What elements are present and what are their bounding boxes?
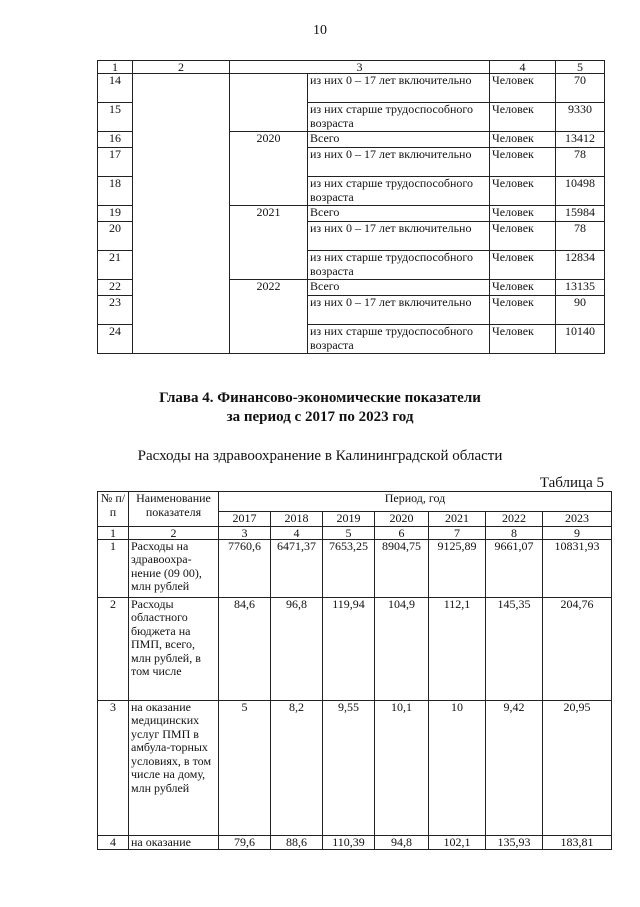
chapter-heading-line1: Глава 4. Финансово-экономические показатели [159,390,481,406]
header-period-cell: Период, год [219,492,612,512]
unit-cell: Человек [490,132,556,148]
row-number: 17 [98,148,133,177]
year-header-cell: 2022 [486,512,543,527]
row-number: 18 [98,177,133,206]
table-caption: Расходы на здравоохранение в Калининградской области [137,448,503,464]
indicator-cell: Всего [308,206,490,222]
row-number: 22 [98,280,133,296]
value-cell: 78 [556,222,605,251]
year-header-cell: 2017 [219,512,271,527]
unit-cell: Человек [490,296,556,325]
row-number: 15 [98,103,133,132]
indicator-cell: из них 0 – 17 лет включительно [308,74,490,103]
value-cell: 90 [556,296,605,325]
year-header-cell: 2019 [323,512,375,527]
year-header-cell: 2021 [429,512,486,527]
value-cell: 9661,07 [486,539,543,597]
value-cell: 145,35 [486,597,543,700]
value-cell: 9,42 [486,700,543,835]
year-header-cell: 2023 [543,512,612,527]
header-cell: 4 [490,61,556,74]
value-cell: 8,2 [271,700,323,835]
year-cell: 2021 [230,206,308,280]
value-cell: 13135 [556,280,605,296]
value-cell: 84,6 [219,597,271,700]
value-cell: 9,55 [323,700,375,835]
unit-cell: Человек [490,280,556,296]
indicator-cell: из них 0 – 17 лет включительно [308,296,490,325]
value-cell: 10 [429,700,486,835]
indicator-cell: из них старше трудоспособного возраста [308,177,490,206]
value-cell: 70 [556,74,605,103]
value-cell: 135,93 [486,835,543,850]
row-number: 1 [98,539,129,597]
chapter-heading [0,389,640,427]
value-cell: 7653,25 [323,539,375,597]
indicator-cell: из них старше трудоспособного возраста [308,251,490,280]
empty-cell [133,74,230,354]
indicator-name-cell: Расходы областного бюджета на ПМП, всего, млн рублей, в том числе [129,597,219,700]
value-cell: 183,81 [543,835,612,850]
indicator-cell: из них 0 – 17 лет включительно [308,148,490,177]
unit-cell: Человек [490,251,556,280]
indicator-name-cell: на оказание [129,835,219,850]
unit-cell: Человек [490,148,556,177]
column-number-cell: 8 [486,526,543,539]
value-cell: 9330 [556,103,605,132]
population-table [97,60,605,354]
indicator-cell: из них старше трудоспособного возраста [308,325,490,354]
header-number-cell: № п/п [98,492,129,527]
table-row [98,835,612,850]
row-number: 4 [98,835,129,850]
table-row [98,597,612,700]
value-cell: 102,1 [429,835,486,850]
year-cell: 2020 [230,132,308,206]
column-number-cell: 7 [429,526,486,539]
indicator-cell: Всего [308,132,490,148]
row-number: 20 [98,222,133,251]
column-number-row [98,526,612,539]
header-cell: 3 [230,61,490,74]
row-number: 19 [98,206,133,222]
value-cell: 96,8 [271,597,323,700]
unit-cell: Человек [490,103,556,132]
value-cell: 204,76 [543,597,612,700]
header-cell: 5 [556,61,605,74]
table-header-row [98,61,605,74]
indicator-name-cell: Расходы на здравоохра-нение (09 00), млн рублей [129,539,219,597]
value-cell: 20,95 [543,700,612,835]
column-number-cell: 3 [219,526,271,539]
value-cell: 15984 [556,206,605,222]
unit-cell: Человек [490,206,556,222]
table-row [98,74,605,103]
value-cell: 10498 [556,177,605,206]
column-number-cell: 2 [129,526,219,539]
value-cell: 78 [556,148,605,177]
table-row [98,539,612,597]
row-number: 14 [98,74,133,103]
year-header-cell: 2020 [375,512,429,527]
unit-cell: Человек [490,222,556,251]
year-cell: 2022 [230,280,308,354]
page-number: 10 [313,23,327,38]
value-cell: 79,6 [219,835,271,850]
value-cell: 110,39 [323,835,375,850]
header-cell: 1 [98,61,133,74]
value-cell: 13412 [556,132,605,148]
row-number: 2 [98,597,129,700]
indicator-cell: из них 0 – 17 лет включительно [308,222,490,251]
value-cell: 12834 [556,251,605,280]
value-cell: 8904,75 [375,539,429,597]
row-number: 23 [98,296,133,325]
row-number: 24 [98,325,133,354]
table-label: Таблица 5 [539,475,604,491]
row-number: 21 [98,251,133,280]
unit-cell: Человек [490,74,556,103]
header-cell: 2 [133,61,230,74]
value-cell: 10831,93 [543,539,612,597]
value-cell: 119,94 [323,597,375,700]
chapter-heading-line2: за период с 2017 по 2023 год [226,409,414,425]
column-number-cell: 1 [98,526,129,539]
year-cell [230,74,308,132]
column-number-cell: 9 [543,526,612,539]
row-number: 16 [98,132,133,148]
indicator-cell: Всего [308,280,490,296]
column-number-cell: 4 [271,526,323,539]
value-cell: 88,6 [271,835,323,850]
value-cell: 112,1 [429,597,486,700]
value-cell: 10,1 [375,700,429,835]
column-number-cell: 5 [323,526,375,539]
indicator-cell: из них старше трудоспособного возраста [308,103,490,132]
table-row [98,700,612,835]
value-cell: 7760,6 [219,539,271,597]
value-cell: 5 [219,700,271,835]
value-cell: 94,8 [375,835,429,850]
value-cell: 104,9 [375,597,429,700]
unit-cell: Человек [490,325,556,354]
header-name-cell: Наименование показателя [129,492,219,527]
year-header-cell: 2018 [271,512,323,527]
value-cell: 9125,89 [429,539,486,597]
table-header-row [98,492,612,512]
column-number-cell: 6 [375,526,429,539]
value-cell: 6471,37 [271,539,323,597]
value-cell: 10140 [556,325,605,354]
row-number: 3 [98,700,129,835]
healthcare-expenses-table [97,491,612,850]
unit-cell: Человек [490,177,556,206]
indicator-name-cell: на оказание медицинских услуг ПМП в амбула-торных условиях, в том числе на дому, млн рублей [129,700,219,835]
